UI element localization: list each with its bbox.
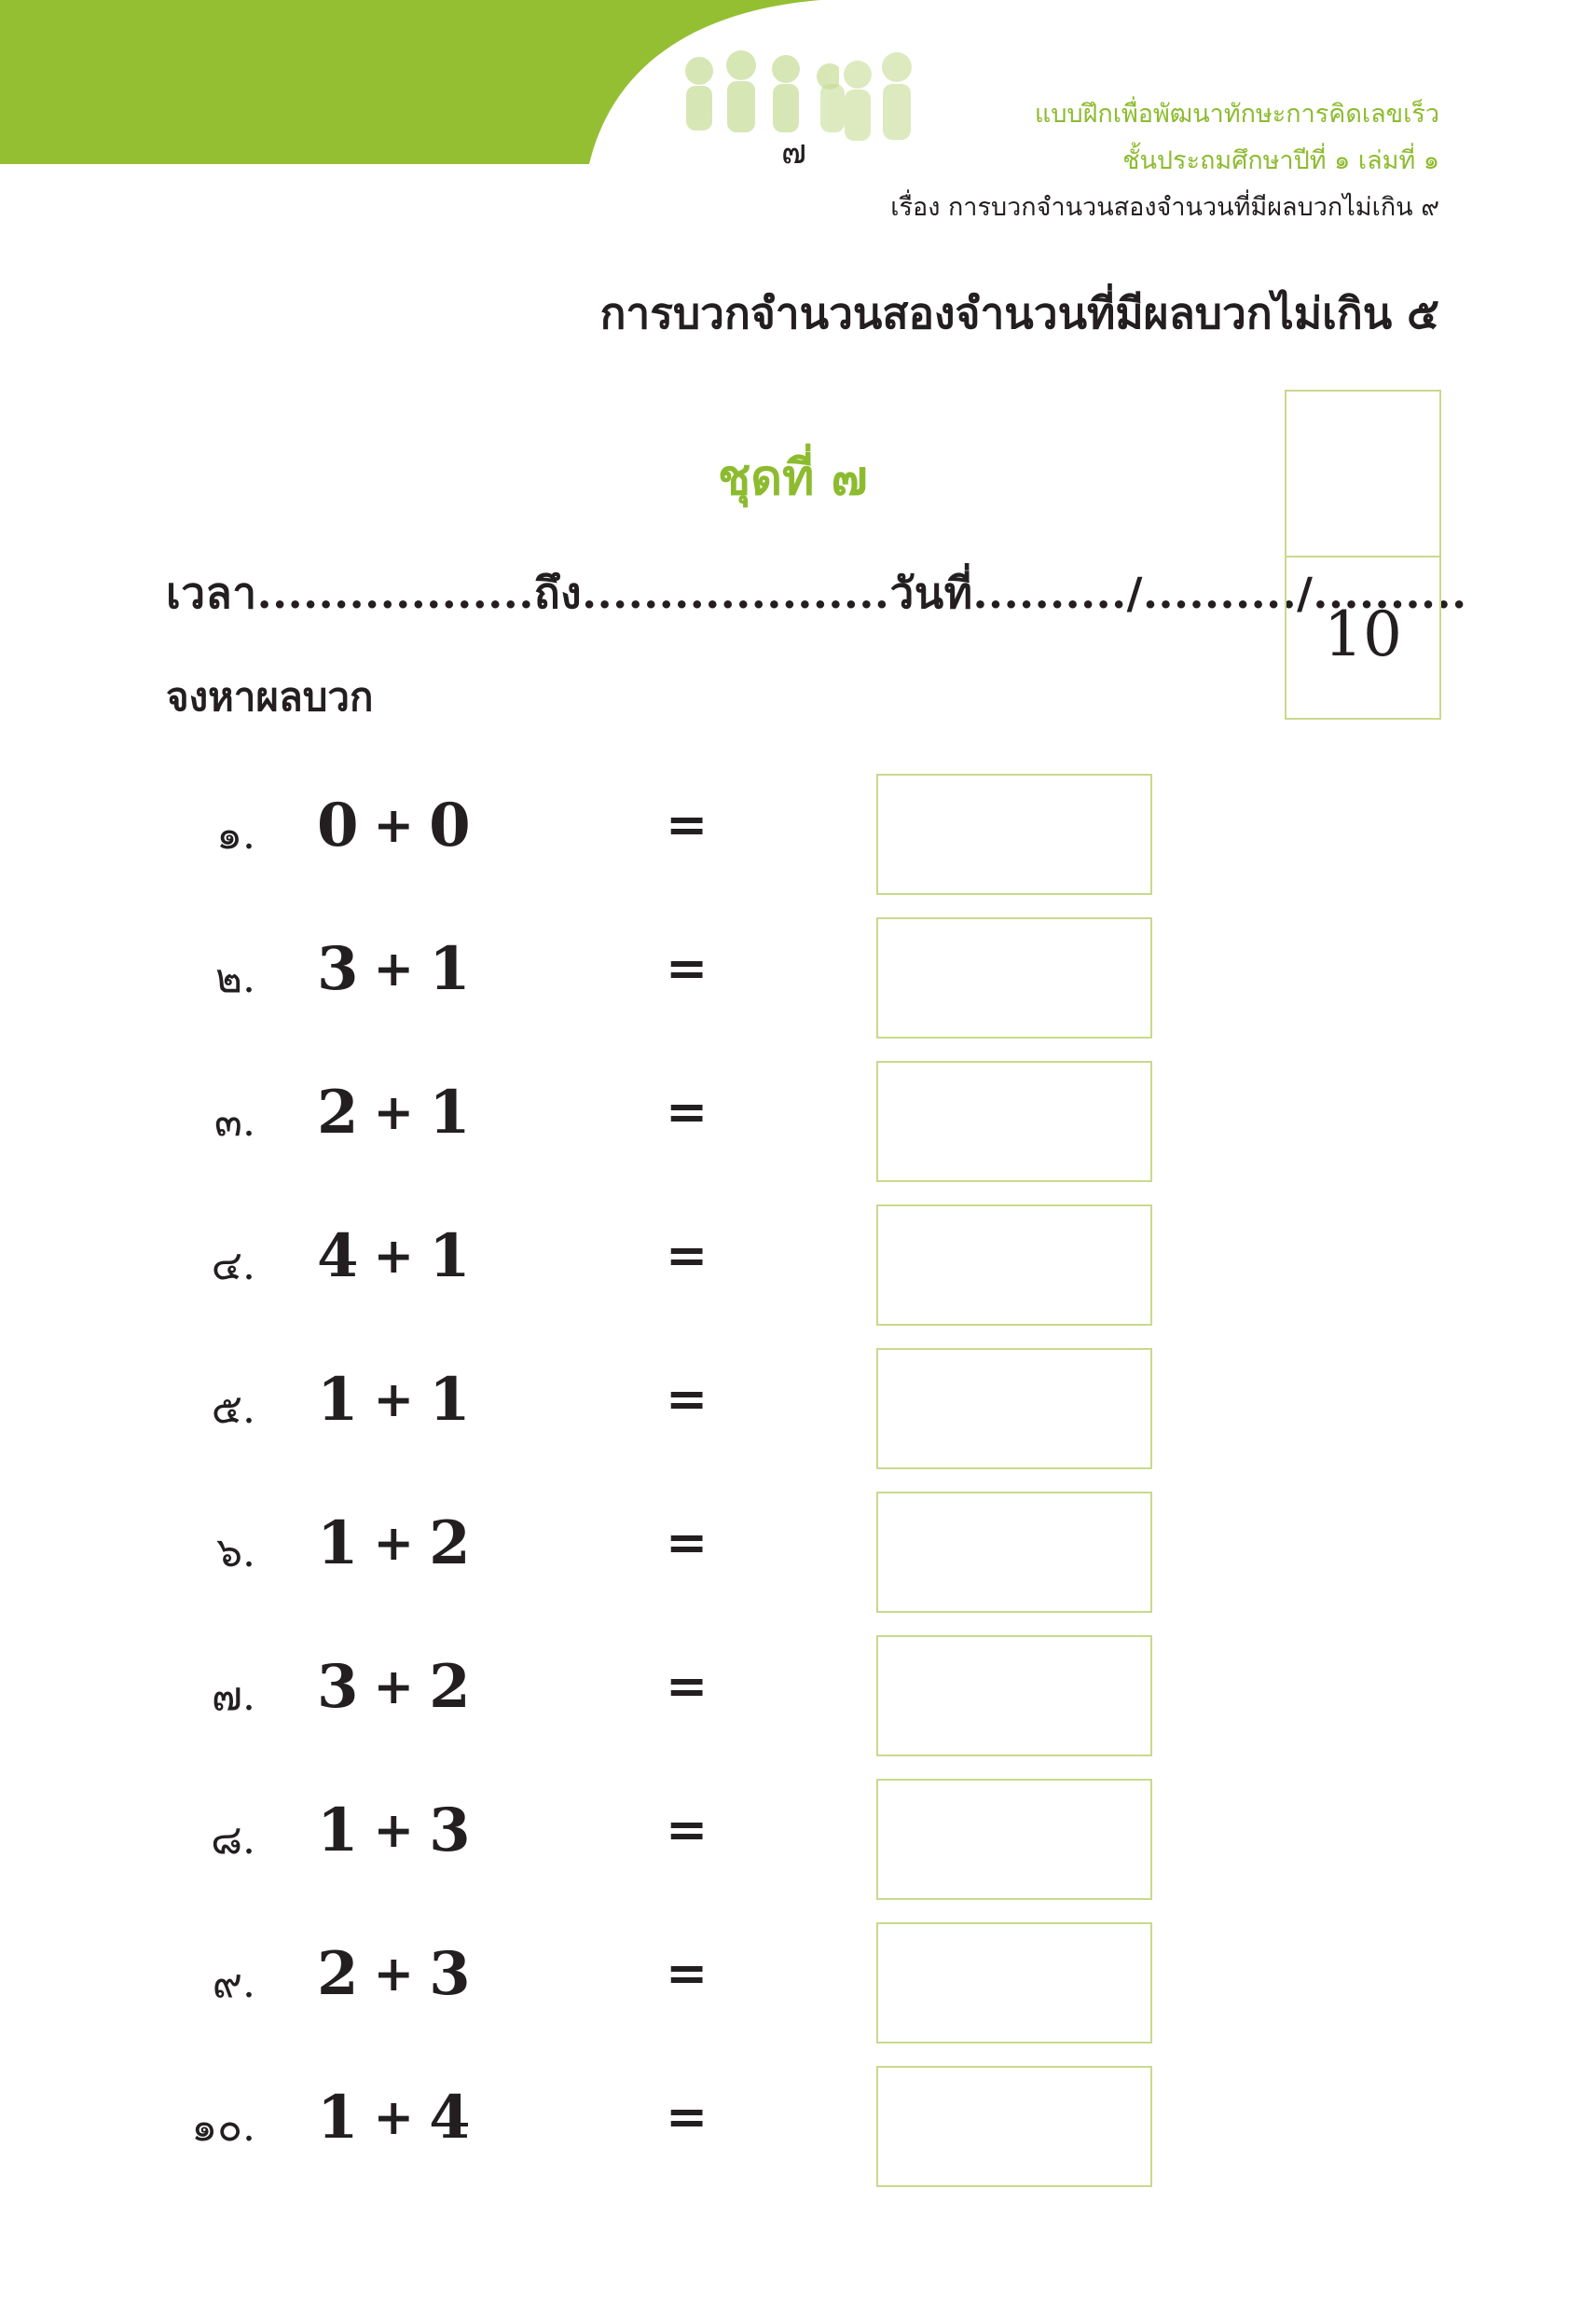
equals-sign: = <box>666 1081 709 1141</box>
answer-box[interactable] <box>876 1779 1152 1900</box>
addend-b: 2 <box>429 1508 471 1578</box>
addend-b: 1 <box>429 1078 471 1148</box>
addend-a: 3 <box>317 934 359 1004</box>
equals-sign: = <box>666 1656 709 1715</box>
problem-expression <box>317 1939 471 2009</box>
problem-number: ๑๐. <box>191 2103 255 2151</box>
addend-a: 1 <box>317 1508 359 1578</box>
problem-number: ๘. <box>211 1816 255 1864</box>
time-date-line: เวลา..................ถึง....................วันที่........../........../.......... <box>166 568 1467 618</box>
answer-box[interactable] <box>876 917 1152 1039</box>
addend-a: 1 <box>317 1365 359 1435</box>
page-number: ๗ <box>781 133 807 172</box>
equals-sign: = <box>666 794 709 854</box>
addend-a: 4 <box>317 1221 359 1291</box>
children-illustration-right <box>820 47 923 168</box>
problem-number: ๕. <box>211 1385 255 1433</box>
answer-box[interactable] <box>876 1492 1152 1613</box>
plus-sign: + <box>373 2089 415 2146</box>
problem-number: ๖. <box>216 1529 255 1576</box>
problem-row <box>0 1492 1596 1613</box>
topic-line: เรื่อง การบวกจำนวนสองจำนวนที่มีผลบวกไม่เกิน ๙ <box>890 193 1439 222</box>
answer-box[interactable] <box>876 1348 1152 1469</box>
addend-a: 1 <box>317 1796 359 1865</box>
problem-expression <box>317 1652 471 1722</box>
problem-expression <box>317 1078 471 1148</box>
plus-sign: + <box>373 1371 415 1428</box>
addend-b: 3 <box>429 1939 471 2009</box>
set-label: ชุดที่ ๗ <box>718 449 868 506</box>
score-divider <box>1286 556 1439 557</box>
book-title: แบบฝึกเพื่อพัฒนาทักษะการคิดเลขเร็ว <box>1034 100 1439 129</box>
problem-row <box>0 1922 1596 2044</box>
problem-number: ๗. <box>211 1672 255 1720</box>
addend-b: 4 <box>429 2083 471 2153</box>
worksheet-title: การบวกจำนวนสองจำนวนที่มีผลบวกไม่เกิน ๕ <box>599 288 1439 338</box>
addend-a: 3 <box>317 1652 359 1722</box>
answer-box[interactable] <box>876 2066 1152 2187</box>
score-total: 10 <box>1324 599 1402 670</box>
answer-box[interactable] <box>876 1635 1152 1756</box>
grade-volume: ชั้นประถมศึกษาปีที่ ๑ เล่มที่ ๑ <box>1122 146 1439 175</box>
plus-sign: + <box>373 1084 415 1141</box>
addend-b: 1 <box>429 1365 471 1435</box>
children-illustration <box>685 50 839 132</box>
problem-row <box>0 1779 1596 1900</box>
problem-number: ๓. <box>213 1098 255 1146</box>
addend-a: 2 <box>317 1939 359 2009</box>
addend-a: 2 <box>317 1078 359 1148</box>
answer-box[interactable] <box>876 1061 1152 1182</box>
answer-box[interactable] <box>876 1204 1152 1326</box>
problem-number: ๙. <box>212 1960 255 2007</box>
problem-row <box>0 1204 1596 1326</box>
score-box <box>1285 390 1441 720</box>
equals-sign: = <box>666 1512 709 1572</box>
addend-b: 2 <box>429 1652 471 1722</box>
problem-row <box>0 1348 1596 1469</box>
addend-b: 0 <box>429 791 471 860</box>
equals-sign: = <box>666 1943 709 2002</box>
problem-row <box>0 2066 1596 2187</box>
equals-sign: = <box>666 1369 709 1428</box>
problem-number: ๒. <box>215 955 255 1002</box>
equals-sign: = <box>666 1225 709 1285</box>
problem-expression <box>317 791 471 860</box>
addend-b: 1 <box>429 934 471 1004</box>
addend-b: 1 <box>429 1221 471 1291</box>
problem-row <box>0 1635 1596 1756</box>
problem-expression <box>317 1796 471 1865</box>
plus-sign: + <box>373 1946 415 2002</box>
plus-sign: + <box>373 1515 415 1572</box>
answer-box[interactable] <box>876 774 1152 895</box>
problem-row <box>0 1061 1596 1182</box>
plus-sign: + <box>373 797 415 854</box>
plus-sign: + <box>373 1228 415 1285</box>
header-banner <box>0 0 839 168</box>
problem-expression <box>317 1221 471 1291</box>
problem-row <box>0 774 1596 895</box>
addend-b: 3 <box>429 1796 471 1865</box>
problem-number: ๑. <box>216 811 255 859</box>
equals-sign: = <box>666 938 709 998</box>
addend-a: 1 <box>317 2083 359 2153</box>
problem-expression <box>317 1508 471 1578</box>
plus-sign: + <box>373 1802 415 1859</box>
problem-expression <box>317 2083 471 2153</box>
problem-number: ๔. <box>211 1242 255 1289</box>
equals-sign: = <box>666 1799 709 1859</box>
problem-expression <box>317 934 471 1004</box>
plus-sign: + <box>373 1658 415 1715</box>
equals-sign: = <box>666 2086 709 2146</box>
answer-box[interactable] <box>876 1922 1152 2044</box>
problem-expression <box>317 1365 471 1435</box>
problem-row <box>0 917 1596 1039</box>
plus-sign: + <box>373 941 415 998</box>
instruction: จงหาผลบวก <box>166 674 374 720</box>
addend-a: 0 <box>317 791 359 860</box>
